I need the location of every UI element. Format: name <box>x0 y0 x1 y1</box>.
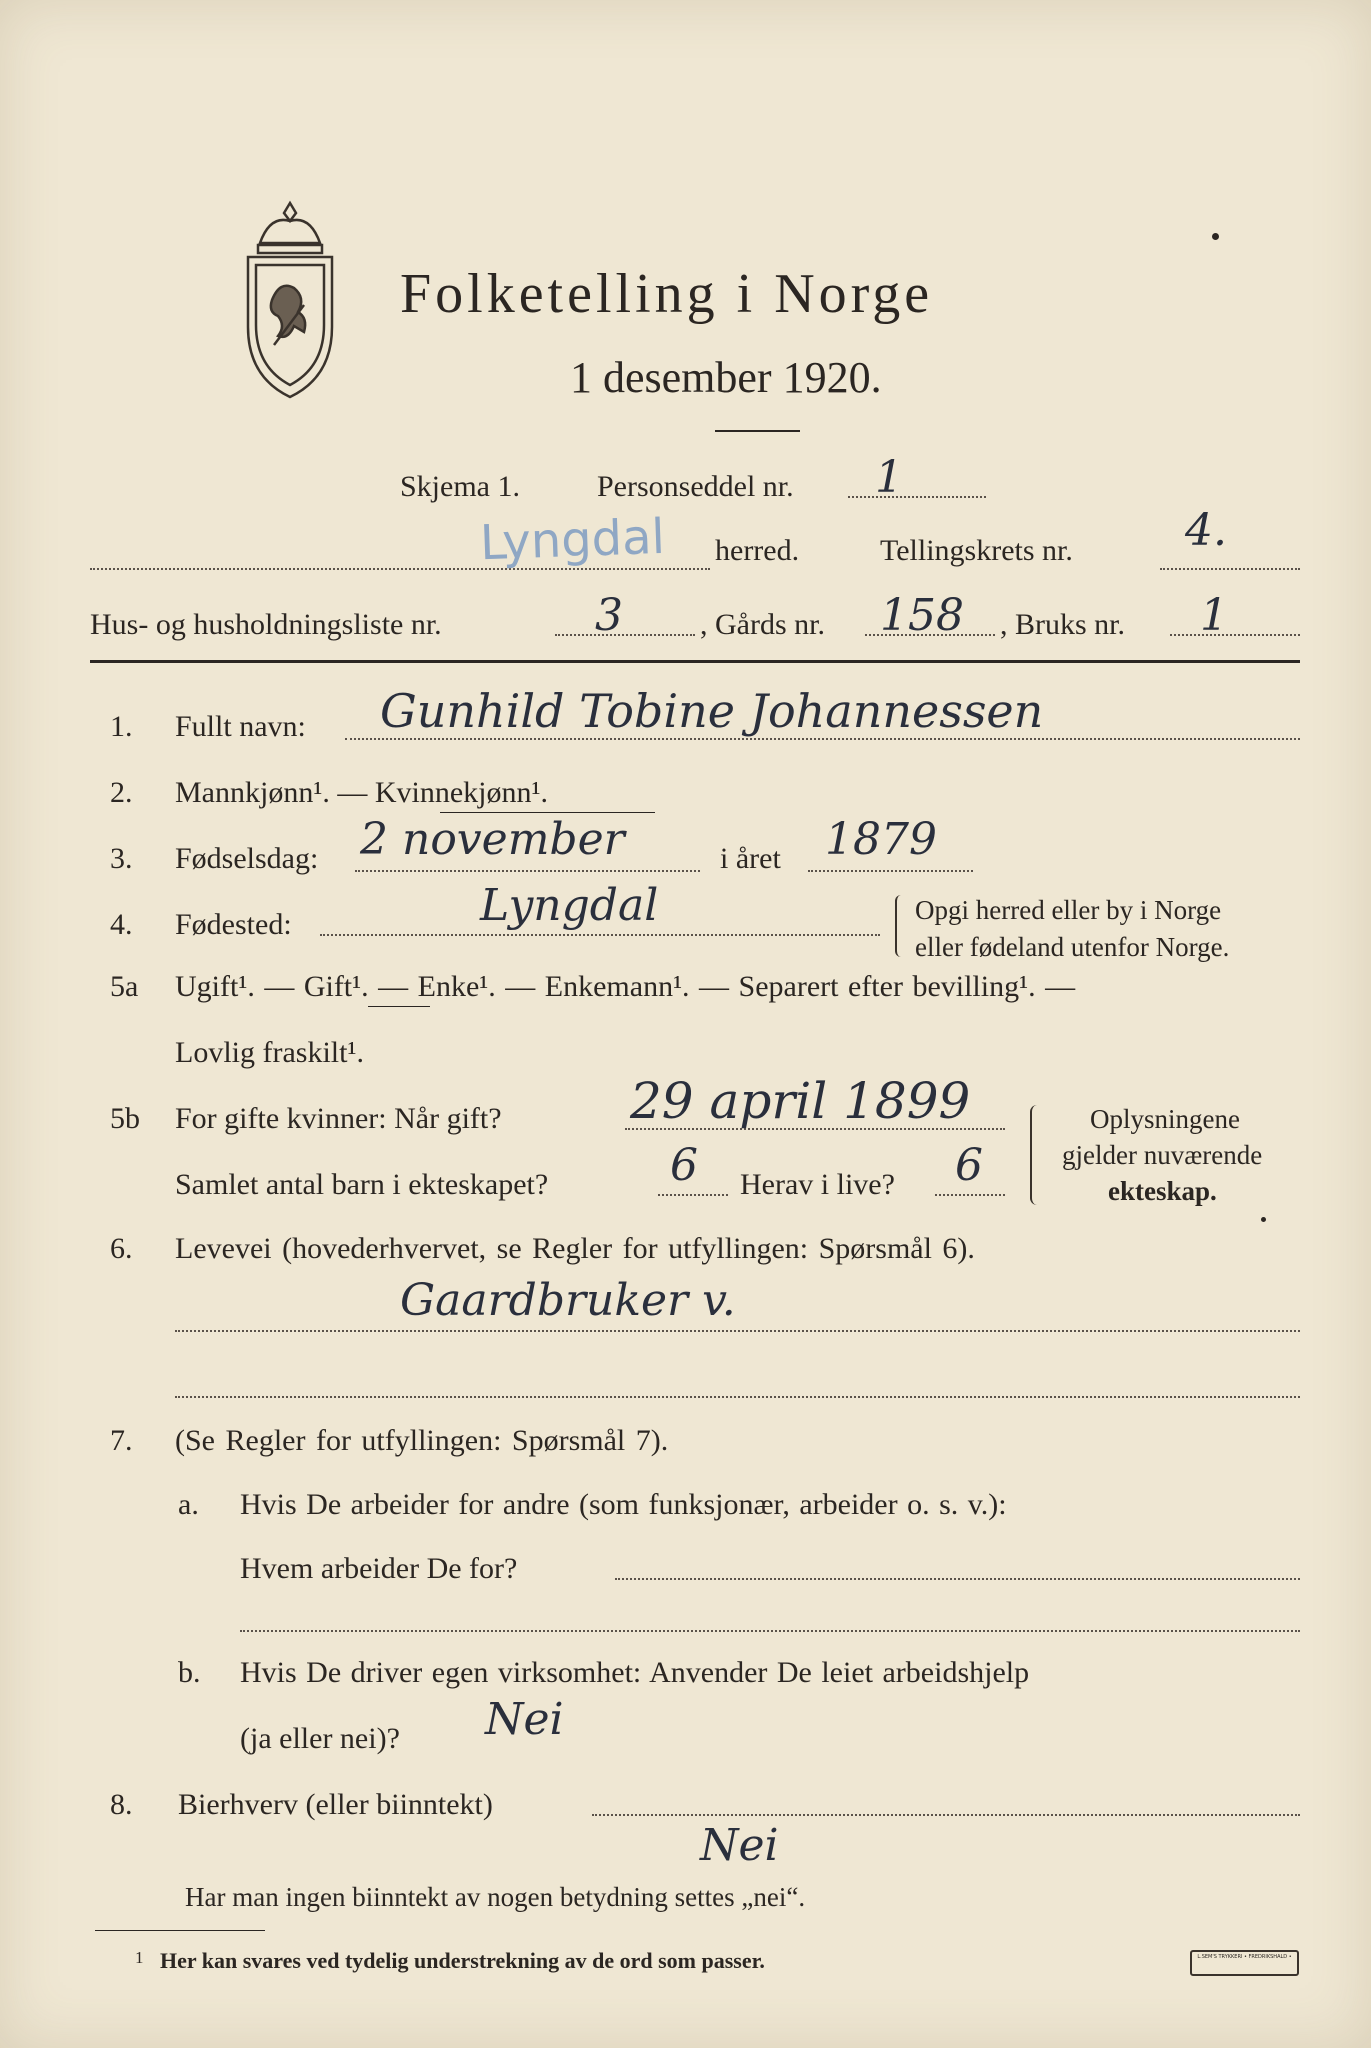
q3-year-value[interactable]: 1879 <box>825 814 937 865</box>
herred-stamp: Lyngdal <box>479 508 666 572</box>
q7b-value[interactable]: Nei <box>485 1694 564 1745</box>
q5b-value2[interactable]: 6 <box>670 1140 698 1191</box>
husliste-value[interactable]: 3 <box>595 590 623 641</box>
husliste-line <box>555 634 695 636</box>
husliste-label: Hus- og husholdningsliste nr. <box>90 608 442 641</box>
q7b-line1: Hvis De driver egen virksomhet: Anvender De leiet arbeidshjelp <box>240 1656 1030 1689</box>
personseddel-value[interactable]: 1 <box>875 452 903 503</box>
bruks-label: , Bruks nr. <box>1000 608 1126 641</box>
q5a-underline-gift <box>368 1006 430 1007</box>
q7b-letter: b. <box>178 1656 201 1689</box>
q1-line <box>345 738 1300 740</box>
q7a-letter: a. <box>178 1488 199 1521</box>
header-divider <box>90 660 1300 663</box>
q5b-line2 <box>658 1194 728 1196</box>
q6-number: 6. <box>110 1232 133 1265</box>
q7b-line2: (ja eller nei)? <box>240 1722 400 1755</box>
q5b-number: 5b <box>110 1102 140 1135</box>
q5b-line3 <box>935 1194 1005 1196</box>
q6-line1 <box>175 1330 1300 1332</box>
q5b-note-line3: ekteskap. <box>1108 1176 1217 1206</box>
form-title: Folketelling i Norge <box>400 263 934 325</box>
herred-label: herred. <box>715 534 800 567</box>
q4-line <box>320 934 880 936</box>
q4-note-line1: Opgi herred eller by i Norge <box>915 895 1222 925</box>
coat-of-arms-icon <box>230 195 350 405</box>
q4-number: 4. <box>110 908 133 941</box>
q2-number: 2. <box>110 776 133 809</box>
tellingskrets-value[interactable]: 4. <box>1185 505 1227 556</box>
skjema-label: Skjema 1. <box>400 470 520 503</box>
tellingskrets-line <box>1160 568 1300 570</box>
q3-value[interactable]: 2 november <box>360 814 625 865</box>
q3-year-label: i året <box>720 842 781 875</box>
bruks-line <box>1170 634 1300 636</box>
q5a-line1: Ugift¹. — Gift¹. — Enke¹. — Enkemann¹. — Separert efter bevilling¹. — <box>175 970 1076 1003</box>
q2-underline-kvinnekjonn <box>440 812 655 813</box>
q5b-note-brace <box>1030 1105 1044 1205</box>
q7-number: 7. <box>110 1424 133 1457</box>
q4-note-brace <box>895 895 907 957</box>
q3-label: Fødselsdag: <box>175 842 319 875</box>
footnote-text: Her kan svares ved tydelig understrekning av de ord som passer. <box>160 1948 765 1973</box>
q1-value[interactable]: Gunhild Tobine Johannessen <box>380 684 1044 738</box>
personseddel-line <box>848 496 986 498</box>
tellingskrets-label: Tellingskrets nr. <box>880 534 1073 567</box>
q3-line <box>355 870 700 872</box>
q6-value[interactable]: Gaardbruker v. <box>400 1275 736 1326</box>
q4-value[interactable]: Lyngdal <box>480 880 659 931</box>
q4-label: Fødested: <box>175 908 292 941</box>
q5b-value3[interactable]: 6 <box>955 1140 983 1191</box>
title-divider <box>715 430 800 432</box>
q1-number: 1. <box>110 710 133 743</box>
q7-label: (Se Regler for utfyllingen: Spørsmål 7). <box>175 1424 669 1457</box>
printer-mark: L.SEM'S TRYKKERI • FREDRIKSHALD • <box>1190 1950 1299 1976</box>
q8-line <box>592 1814 1300 1816</box>
biinntekt-note: Har man ingen biinntekt av nogen betydning settes „nei“. <box>185 1882 806 1912</box>
q5b-label2: Samlet antal barn i ekteskapet? <box>175 1168 549 1201</box>
q1-label: Fullt navn: <box>175 710 306 743</box>
q7a-line-extra <box>240 1630 1300 1632</box>
q5b-note-line2: gjelder nuværende <box>1062 1140 1263 1170</box>
q4-note-line2: eller fødeland utenfor Norge. <box>915 932 1230 962</box>
ink-speck <box>1261 1217 1266 1222</box>
q7a-line1: Hvis De arbeider for andre (som funksjonær, arbeider o. s. v.): <box>240 1488 1007 1521</box>
q5b-note-line1: Oplysningene <box>1090 1104 1240 1134</box>
form-date: 1 desember 1920. <box>570 353 882 402</box>
q6-label: Levevei (hovederhvervet, se Regler for utfyllingen: Spørsmål 6). <box>175 1232 975 1265</box>
q8-number: 8. <box>110 1788 133 1821</box>
q3-number: 3. <box>110 842 133 875</box>
q5b-value1[interactable]: 29 april 1899 <box>630 1072 971 1130</box>
q3-year-line <box>808 870 973 872</box>
personseddel-label: Personseddel nr. <box>597 470 794 503</box>
q6-line2 <box>175 1396 1300 1398</box>
q5b-label3: Herav i live? <box>740 1168 895 1201</box>
q5a-line2: Lovlig fraskilt¹. <box>175 1036 364 1069</box>
q5b-label1: For gifte kvinner: Når gift? <box>175 1102 502 1135</box>
gards-value[interactable]: 158 <box>880 590 964 641</box>
footnote-divider <box>95 1930 265 1931</box>
q7a-line <box>615 1578 1300 1580</box>
gards-label: , Gårds nr. <box>700 608 825 641</box>
q5a-number: 5a <box>110 970 139 1003</box>
q2-label: Mannkjønn¹. — Kvinnekjønn¹. <box>175 776 548 809</box>
q7a-line2: Hvem arbeider De for? <box>240 1552 518 1585</box>
q8-value[interactable]: Nei <box>700 1820 779 1871</box>
footnote-number: 1 <box>135 1948 144 1967</box>
bruks-value[interactable]: 1 <box>1200 590 1228 641</box>
q8-label: Bierhverv (eller biinntekt) <box>178 1788 493 1821</box>
ink-speck <box>1212 233 1219 240</box>
herred-line <box>90 568 710 570</box>
